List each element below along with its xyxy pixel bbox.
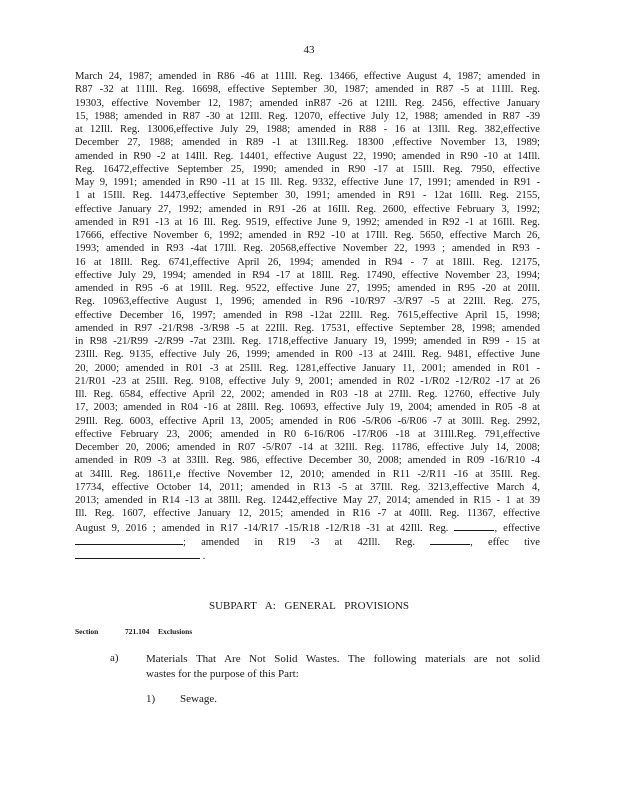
history-line: 1 at 15Ill. Reg. 14473,effective September 30, 1991; amended in R91 - 12at 16Ill. Reg. 2155, [75,190,540,202]
history-line: 19303, effective November 12, 1987; amended inR87 -26 at 12Ill. Reg. 2456, effective January [75,97,540,109]
history-line: amended in R90 -2 at 14Ill. Reg. 14401, effective August 22, 1990; amended in R90 -10 at 14Ill. [75,150,540,162]
history-line: at 12Ill. Reg. 13006,effective July 29, 1988; amended in R88 - 16 at 13Ill. Reg. 382,effective [75,124,540,135]
history-line: amended in R95 -6 at 19Ill. Reg. 9522, effective June 27, 1995; amended in R95 -20 at 20Ill. [75,283,540,294]
history-line: 15, 1988; amended in R87 -30 at 12Ill. Reg. 12070, effective July 12, 1988; amended in R87 -39 [75,110,540,122]
history-line: amended in R91 -13 at 16 Ill. Reg. 9519, effective June 9, 1992; amended in R92 -1 at 16Ill. Reg. [75,216,540,228]
history-line [75,521,540,535]
history-line [75,549,540,563]
history-line: Ill. Reg. 1607, effective January 12, 2015; amended in R16 -7 at 40Ill. Reg. 11367, effective [75,508,540,520]
history-line-35-text: amended in R19 -3 at 42Ill. Reg. [201,536,415,548]
history-line: effective December 16, 1997; amended in R98 -12at 22Ill. Reg. 7615,effective April 15, 1998; [75,309,540,321]
subsection-a-label: a) [110,652,119,664]
history-line: Reg. 16472,effective September 25, 1990; amended in R90 -17 at 15Ill. Reg. 7950, effective [75,163,540,175]
subpart-heading: SUBPART A: GENERAL PROVISIONS [209,600,409,612]
history-line: 1993; amended in R93 -4at 17Ill. Reg. 20568,effective November 22, 1993 ; amended in R93 - [75,243,540,255]
history-line [75,535,540,549]
blank-register-page [454,521,494,531]
history-line: December 27, 1988; amended in R89 -1 at 13Ill.Reg. 18300 ,effective November 13, 1989; [75,137,540,149]
comma: , [470,536,473,548]
subsection-a-text-line-2: wastes for the purpose of this Part: [146,668,299,680]
history-line: Reg. 10963,effective August 1, 1996; amended in R96 -10/R97 -3/R97 -5 at 22Ill. Reg. 275, [75,296,540,308]
history-line: December 20, 2006; amended in R07 -5/R07 -14 at 32Ill. Reg. 11786, effective July 14, 2008; [75,442,540,453]
history-line: Ill. Reg. 6584, effective April 22, 2002; amended in R03 -18 at 27Ill. Reg. 12760, effective July [75,389,540,400]
history-line-34-end: effective [503,522,540,534]
section-number: 721.104 [125,627,150,636]
history-line: R87 -32 at 11Ill. Reg. 16698, effective September 30, 1987; amended in R87 -5 at 11Ill. Reg. [75,84,540,96]
subsection-a-text-line-1: Materials That Are Not Solid Wastes. The following materials are not solid [146,653,540,665]
section-label: Section [75,627,99,636]
history-line: May 9, 1991; amended in R90 -11 at 15 Ill. Reg. 9332, effective June 17, 1991; amended in R91 - [75,177,540,188]
comma: , [494,522,498,534]
semicolon: ; [183,536,186,548]
history-line: amended in R97 -21/R98 -3/R98 -5 at 22Ill. Reg. 17531, effective September 28, 1998; amended [75,322,540,334]
blank-register-page [430,535,470,545]
history-line: 2013; amended in R14 -13 at 38Ill. Reg. 12442,effective May 27, 2014; amended in R15 - 1 at 39 [75,495,540,506]
page-number: 43 [303,44,315,56]
history-line: 23Ill. Reg. 9135, effective July 26, 1999; amended in R00 -13 at 24Ill. Reg. 9481, effective June [75,349,540,361]
section-title: Exclusions [158,627,193,636]
subsection-a [110,652,540,682]
history-line-34-text: August 9, 2016 ; amended in R17 -14/R17 -15/R18 -12/R18 -31 at 42Ill. Reg. [75,522,449,534]
item-1 [146,693,217,705]
history-line: at 34Ill. Reg. 18611,e ffective November 12, 2010; amended in R11 -2/R11 -16 at 35Ill. Reg. [75,468,540,480]
history-line: 17, 2003; amended in R04 -16 at 28Ill. Reg. 10693, effective July 19, 2004; amended in R05 -8 at [75,402,540,414]
blank-effective-date [75,535,183,545]
history-line: 29Ill. Reg. 6003, effective April 13, 2005; amended in R06 -5/R06 -6/R06 -7 at 30Ill. Reg. 2992, [75,415,540,427]
blank-effective-date [75,549,200,559]
history-line: 21/R01 -23 at 25Ill. Reg. 9108, effective July 9, 2001; amended in R02 -1/R02 -12/R02 -17 at 26 [75,375,540,387]
history-line: March 24, 1987; amended in R86 -46 at 11Ill. Reg. 13466, effective August 4, 1987; amended in [75,71,540,82]
section-heading [75,627,192,636]
history-line: in R98 -21/R99 -2/R99 -7at 23Ill. Reg. 1718,effective January 19, 1999; amended in R99 - 15 at [75,336,540,347]
history-line: 17734, effective October 14, 2011; amended in R13 -5 at 37Ill. Reg. 3213,effective March 4, [75,481,540,493]
history-line: effective February 23, 2006; amended in R0 6-16/R06 -17/R06 -18 at 31Ill.Reg. 791,effective [75,428,540,440]
item-1-label: 1) [146,693,156,705]
item-1-text: Sewage. [180,693,217,705]
history-line: effective January 27, 1992; amended in R91 -26 at 16Ill. Reg. 2600, effective February 3, 1992; [75,203,540,215]
source-note-history [75,70,540,563]
history-line: 16 at 18Ill. Reg. 6741,effective April 26, 1994; amended in R94 - 7 at 18Ill. Reg. 12175, [75,256,540,268]
history-line: 20, 2000; amended in R01 -3 at 25Ill. Reg. 1281,effective January 11, 2001; amended in R01 - [75,362,540,374]
history-line: effective July 29, 1994; amended in R94 -17 at 18Ill. Reg. 17490, effective November 23, 1994; [75,269,540,281]
history-line-35-end: effec tive [487,536,540,548]
history-line: 17666, effective November 6, 1992; amended in R92 -10 at 17Ill. Reg. 5650, effective March 26, [75,230,540,241]
period: . [202,551,206,562]
history-line: amended in R09 -3 at 33Ill. Reg. 986, effective December 30, 2008; amended in R09 -16/R10 -4 [75,455,540,467]
